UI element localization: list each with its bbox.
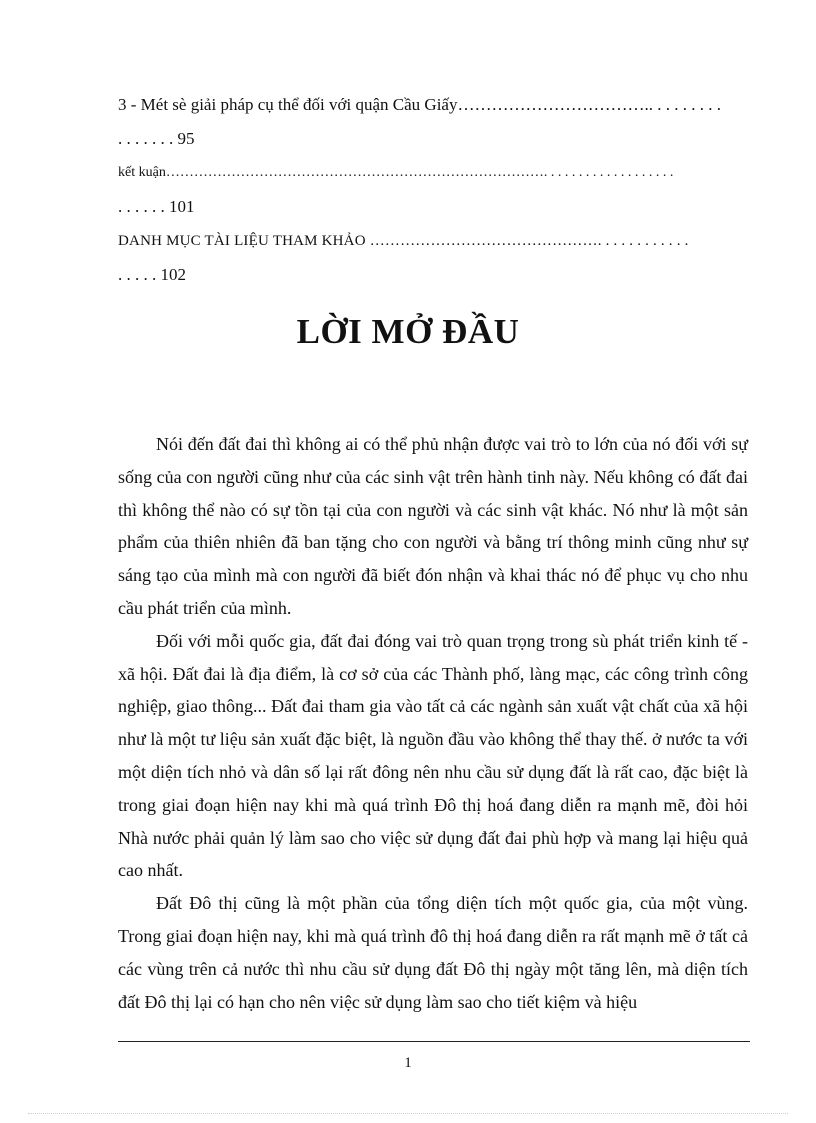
toc-entry-title: kết kuận………………………………………………………………………. . . . . . . . . . . . . . . . . . .: [118, 165, 674, 180]
paragraph: Nói đến đất đai thì không ai có thể phủ nhận được vai trò to lớn của nó đối với sự sống của con người cũng như của các sinh vật trên hành tinh này. Nếu không có đất đai thì không thể nào có sự tồn tại của con người và các sinh vật khác. Nó như là một sản phẩm của thiên nhiên đã ban tặng cho con người và bằng trí thông minh cũng như sự sáng tạo của mình mà con người đã biết đón nhận và khai thác nó để phục vụ cho nhu cầu phát triển của mình.: [118, 434, 748, 618]
footer-divider: [118, 1041, 750, 1042]
table-of-contents: [118, 88, 748, 292]
body-text: [118, 428, 748, 1018]
toc-entry-page: . . . . . 102: [118, 265, 186, 284]
toc-entry-page: . . . . . . . 95: [118, 129, 195, 148]
toc-entry: [118, 88, 748, 156]
paragraph: Đối với mỗi quốc gia, đất đai đóng vai trò quan trọng trong sù phát triển kinh tế - xã hội. Đất đai là địa điểm, là cơ sở của các Thành phố, làng mạc, các công trình công nghiệp, giao thông... Đất đai tham gia vào tất cả các ngành sản xuất vật chất của xã hội như là một tư liệu sản xuất đặc biệt, là nguồn đầu vào không thể thay thế. ở nước ta với một diện tích nhỏ và dân số lại rất đông nên nhu cầu sử dụng đất là rất cao, đặc biệt là trong giai đoạn hiện nay khi mà quá trình Đô thị hoá đang diễn ra mạnh mẽ, đòi hỏi Nhà nước phải quản lý làm sao cho việc sử dụng đất đai phù hợp và mang lại hiệu quả cao nhất.: [118, 630, 748, 881]
page-edge-divider: [28, 1113, 788, 1114]
toc-entry-title: 3 - Mét sè giải pháp cụ thể đối với quận Cầu Giấy…………………………….. . . . . . . . .: [118, 95, 721, 114]
toc-entry: [118, 224, 748, 292]
chapter-title: LỜI MỞ ĐẦU: [296, 312, 520, 351]
page-number: 1: [404, 1055, 412, 1071]
toc-entry: [118, 156, 748, 224]
toc-entry-page: . . . . . . 101: [118, 197, 195, 216]
paragraph: Đất Đô thị cũng là một phần của tổng diện tích một quốc gia, của một vùng. Trong giai đoạn hiện nay, khi mà quá trình đô thị hoá đang diễn ra rất mạnh mẽ ở tất cả các vùng trên cả nước thì nhu cầu sử dụng đất Đô thị ngày một tăng lên, mà diện tích đất Đô thị lại có hạn cho nên việc sử dụng làm sao cho tiết kiệm và hiệu: [118, 893, 748, 1012]
toc-entry-title: DANH MỤC TÀI LIỆU THAM KHẢO ………………………………………. . . . . . . . . . . .: [118, 233, 689, 249]
